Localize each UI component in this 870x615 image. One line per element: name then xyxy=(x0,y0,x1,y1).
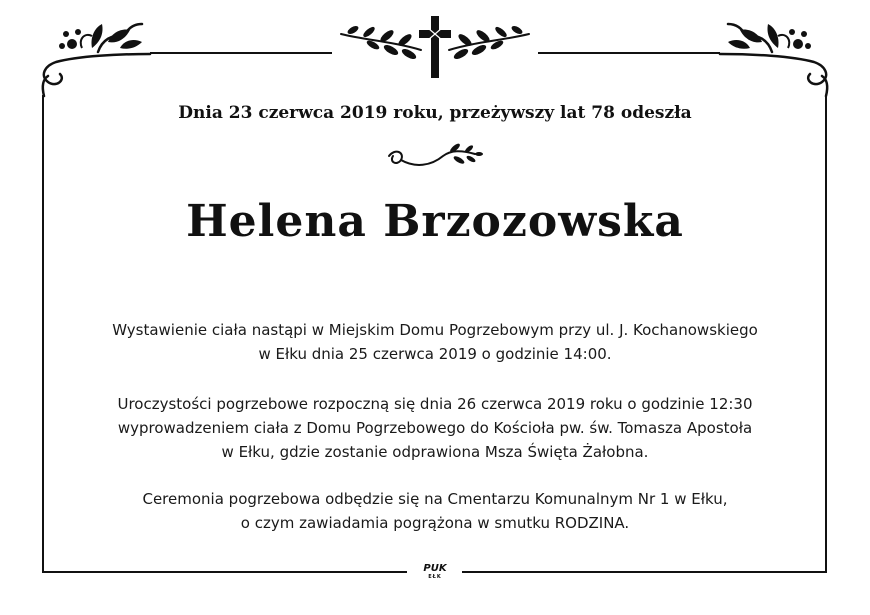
cross-with-laurel-icon xyxy=(335,12,535,82)
logo-sub-text: EŁK xyxy=(428,574,442,580)
paragraph-viewing xyxy=(50,318,820,366)
frame-border-top-left xyxy=(150,52,332,54)
frame-border-bottom-right xyxy=(462,571,827,573)
paragraph-line: w Ełku, gdzie zostanie odprawiona Msza Święta Żałobna. xyxy=(221,443,649,461)
leaf-divider-icon xyxy=(385,142,485,172)
corner-flourish-right-icon xyxy=(712,18,832,90)
paragraph-line: wyprowadzeniem ciała z Domu Pogrzebowego do Kościoła pw. św. Tomasza Apostoła xyxy=(117,419,753,437)
frame-border-right xyxy=(825,95,827,573)
paragraph-ceremony xyxy=(50,392,820,464)
paragraph-line: w Ełku dnia 25 czerwca 2019 o godzinie 14:00. xyxy=(258,345,612,363)
paragraph-line: o czym zawiadamia pogrążona w smutku RODZINA. xyxy=(240,514,630,532)
frame-border-left xyxy=(42,95,44,573)
logo-main-text: PUK xyxy=(423,563,447,574)
paragraph-line: Wystawienie ciała nastąpi w Miejskim Domu Pogrzebowym przy ul. J. Kochanowskiego xyxy=(112,321,758,339)
paragraph-line: Uroczystości pogrzebowe rozpoczną się dnia 26 czerwca 2019 roku o godzinie 12:30 xyxy=(117,395,753,413)
paragraph-burial xyxy=(50,487,820,535)
frame-border-top-right xyxy=(538,52,720,54)
death-date-headline: Dnia 23 czerwca 2019 roku, przeżywszy lat 78 odeszła xyxy=(178,103,692,123)
puk-logo xyxy=(411,563,459,585)
frame-border-bottom-left xyxy=(42,571,407,573)
deceased-name: Helena Brzozowska xyxy=(186,196,684,247)
corner-flourish-left-icon xyxy=(38,18,158,90)
paragraph-line: Ceremonia pogrzebowa odbędzie się na Cmentarzu Komunalnym Nr 1 w Ełku, xyxy=(142,490,728,508)
